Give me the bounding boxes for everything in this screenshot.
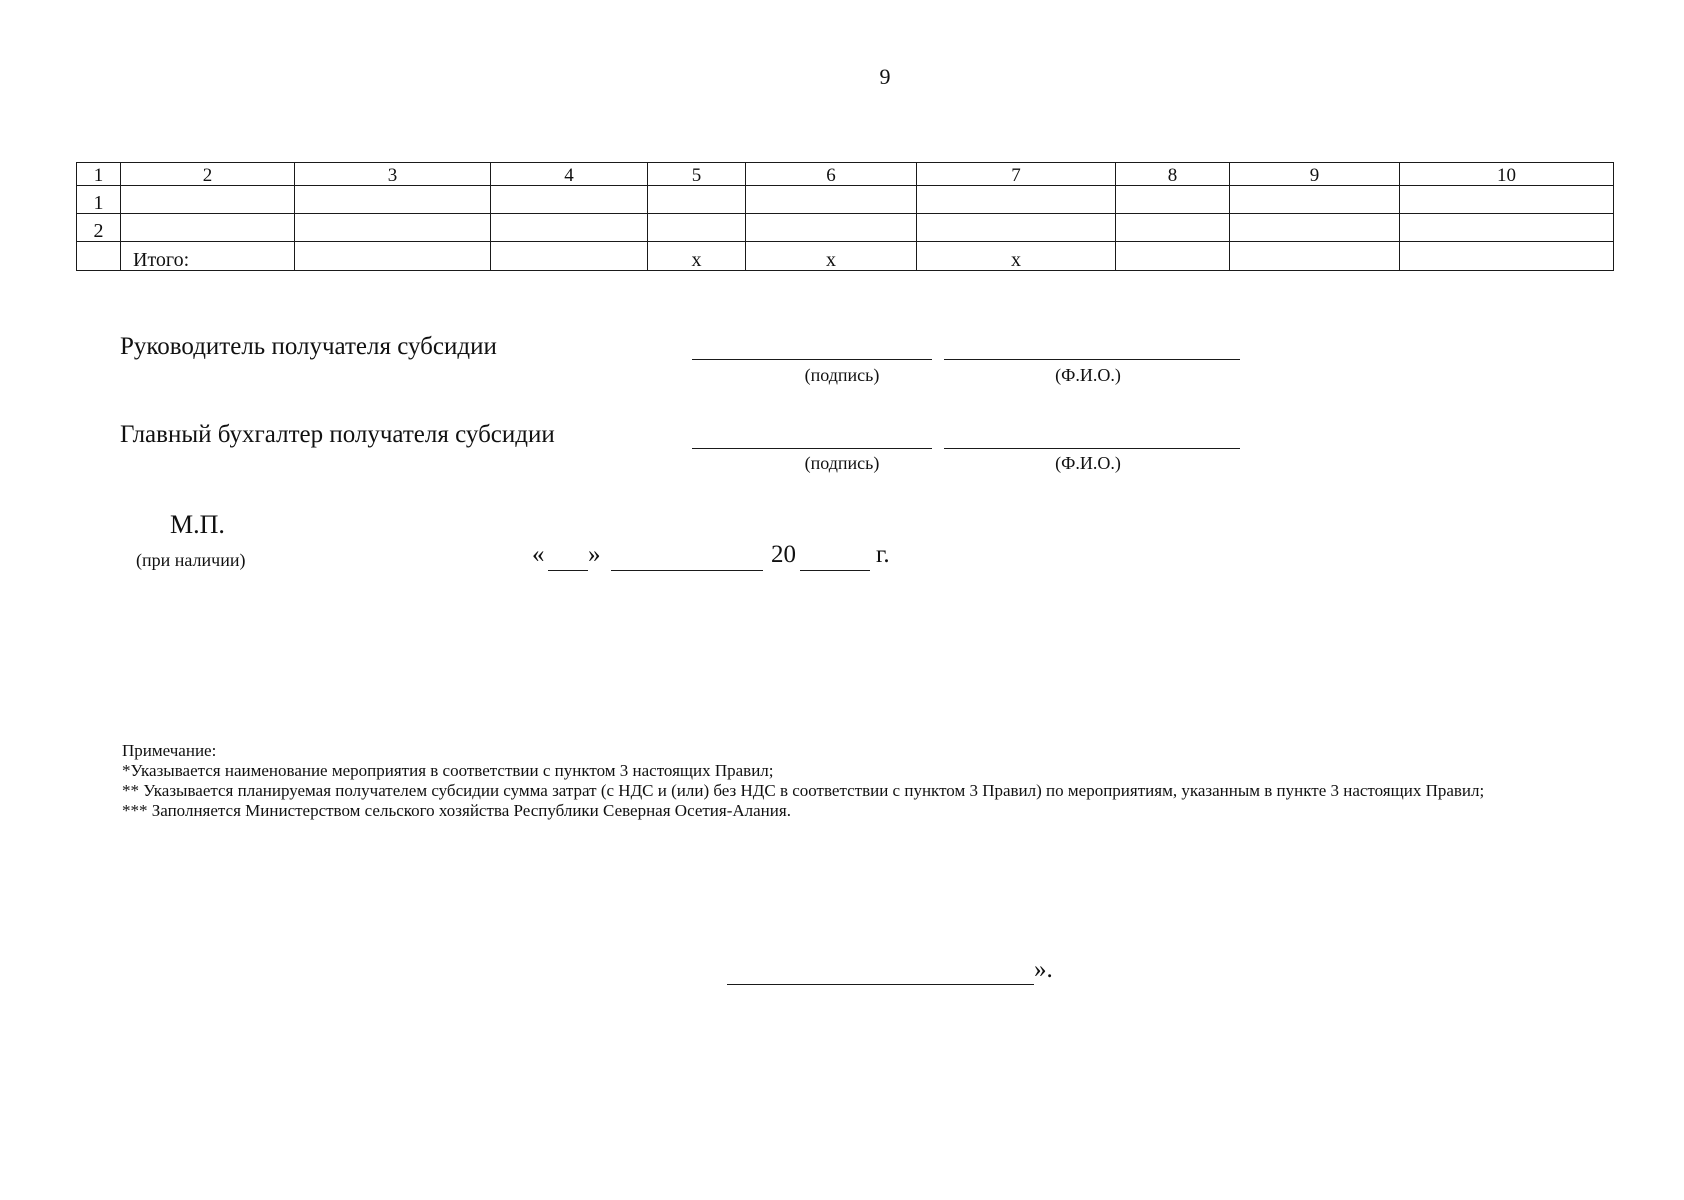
head-signature-line[interactable] [692, 359, 932, 360]
closing-line [727, 984, 1034, 985]
table-cell [1116, 214, 1230, 242]
row-number-cell [77, 242, 121, 271]
date-year-suffix: г. [876, 541, 890, 568]
accountant-signature-caption: (подпись) [804, 453, 880, 473]
table-cell [917, 186, 1116, 214]
stamp-label: М.П. [170, 510, 225, 539]
header-cell: 4 [491, 163, 648, 186]
notes-block [122, 741, 1582, 821]
table-cell [491, 214, 648, 242]
header-cell: 7 [917, 163, 1116, 186]
table-cell [746, 186, 917, 214]
total-label: Итого: [121, 242, 295, 271]
header-cell: 5 [648, 163, 746, 186]
page-number: 9 [879, 64, 891, 89]
table-cell [491, 242, 648, 271]
date-month-line[interactable] [611, 570, 763, 571]
header-cell: 3 [295, 163, 491, 186]
header-cell: 6 [746, 163, 917, 186]
table-cell [1230, 214, 1400, 242]
table-cell [1230, 242, 1400, 271]
table-cell [1116, 242, 1230, 271]
table-cell [121, 214, 295, 242]
row-number-cell: 1 [77, 186, 121, 214]
table-cell: х [746, 242, 917, 271]
table-cell: х [917, 242, 1116, 271]
header-cell: 1 [77, 163, 121, 186]
date-close-quote: » [588, 541, 601, 568]
table-cell [1400, 186, 1614, 214]
table-cell [917, 214, 1116, 242]
head-name-line[interactable] [944, 359, 1240, 360]
table-cell [648, 186, 746, 214]
date-open-quote: « [532, 541, 545, 568]
table-cell [1400, 214, 1614, 242]
table-cell [1116, 186, 1230, 214]
table-cell [746, 214, 917, 242]
accountant-signature-line[interactable] [692, 448, 932, 449]
table-cell: х [648, 242, 746, 271]
table-cell [491, 186, 648, 214]
accountant-signature-title: Главный бухгалтер получателя субсидии [120, 421, 555, 448]
table-cell [295, 242, 491, 271]
stamp-note: (при наличии) [136, 550, 246, 570]
head-signature-title: Руководитель получателя субсидии [120, 333, 497, 360]
header-cell: 10 [1400, 163, 1614, 186]
accountant-name-line[interactable] [944, 448, 1240, 449]
table-header-row [77, 163, 1614, 186]
table-cell [121, 186, 295, 214]
note-item: *** Заполняется Министерством сельского хозяйства Республики Северная Осетия-Алания. [122, 801, 791, 820]
row-number-cell: 2 [77, 214, 121, 242]
date-year-line[interactable] [800, 570, 870, 571]
note-item: ** Указывается планируемая получателем субсидии сумма затрат (с НДС и (или) без НДС в соответствии с пунктом 3 Правил) по мероприятиям, указанным в пункте 3 настоящих Правил; [122, 781, 1485, 800]
table-cell [1400, 242, 1614, 271]
date-year-prefix: 20 [771, 541, 796, 568]
head-signature-caption: (подпись) [804, 365, 880, 385]
accountant-name-caption: (Ф.И.О.) [1055, 453, 1121, 473]
table-cell [295, 214, 491, 242]
table-total-row [77, 242, 1614, 271]
header-cell: 2 [121, 163, 295, 186]
head-name-caption: (Ф.И.О.) [1055, 365, 1121, 385]
table-row [77, 186, 1614, 214]
header-cell: 8 [1116, 163, 1230, 186]
header-cell: 9 [1230, 163, 1400, 186]
closing-mark: ». [1034, 956, 1053, 983]
table-row [77, 214, 1614, 242]
notes-heading: Примечание: [122, 741, 217, 760]
table-cell [295, 186, 491, 214]
note-item: *Указывается наименование мероприятия в соответствии с пунктом 3 настоящих Правил; [122, 761, 774, 780]
table-cell [648, 214, 746, 242]
date-day-line[interactable] [548, 570, 588, 571]
table-cell [1230, 186, 1400, 214]
report-table [76, 162, 1614, 271]
